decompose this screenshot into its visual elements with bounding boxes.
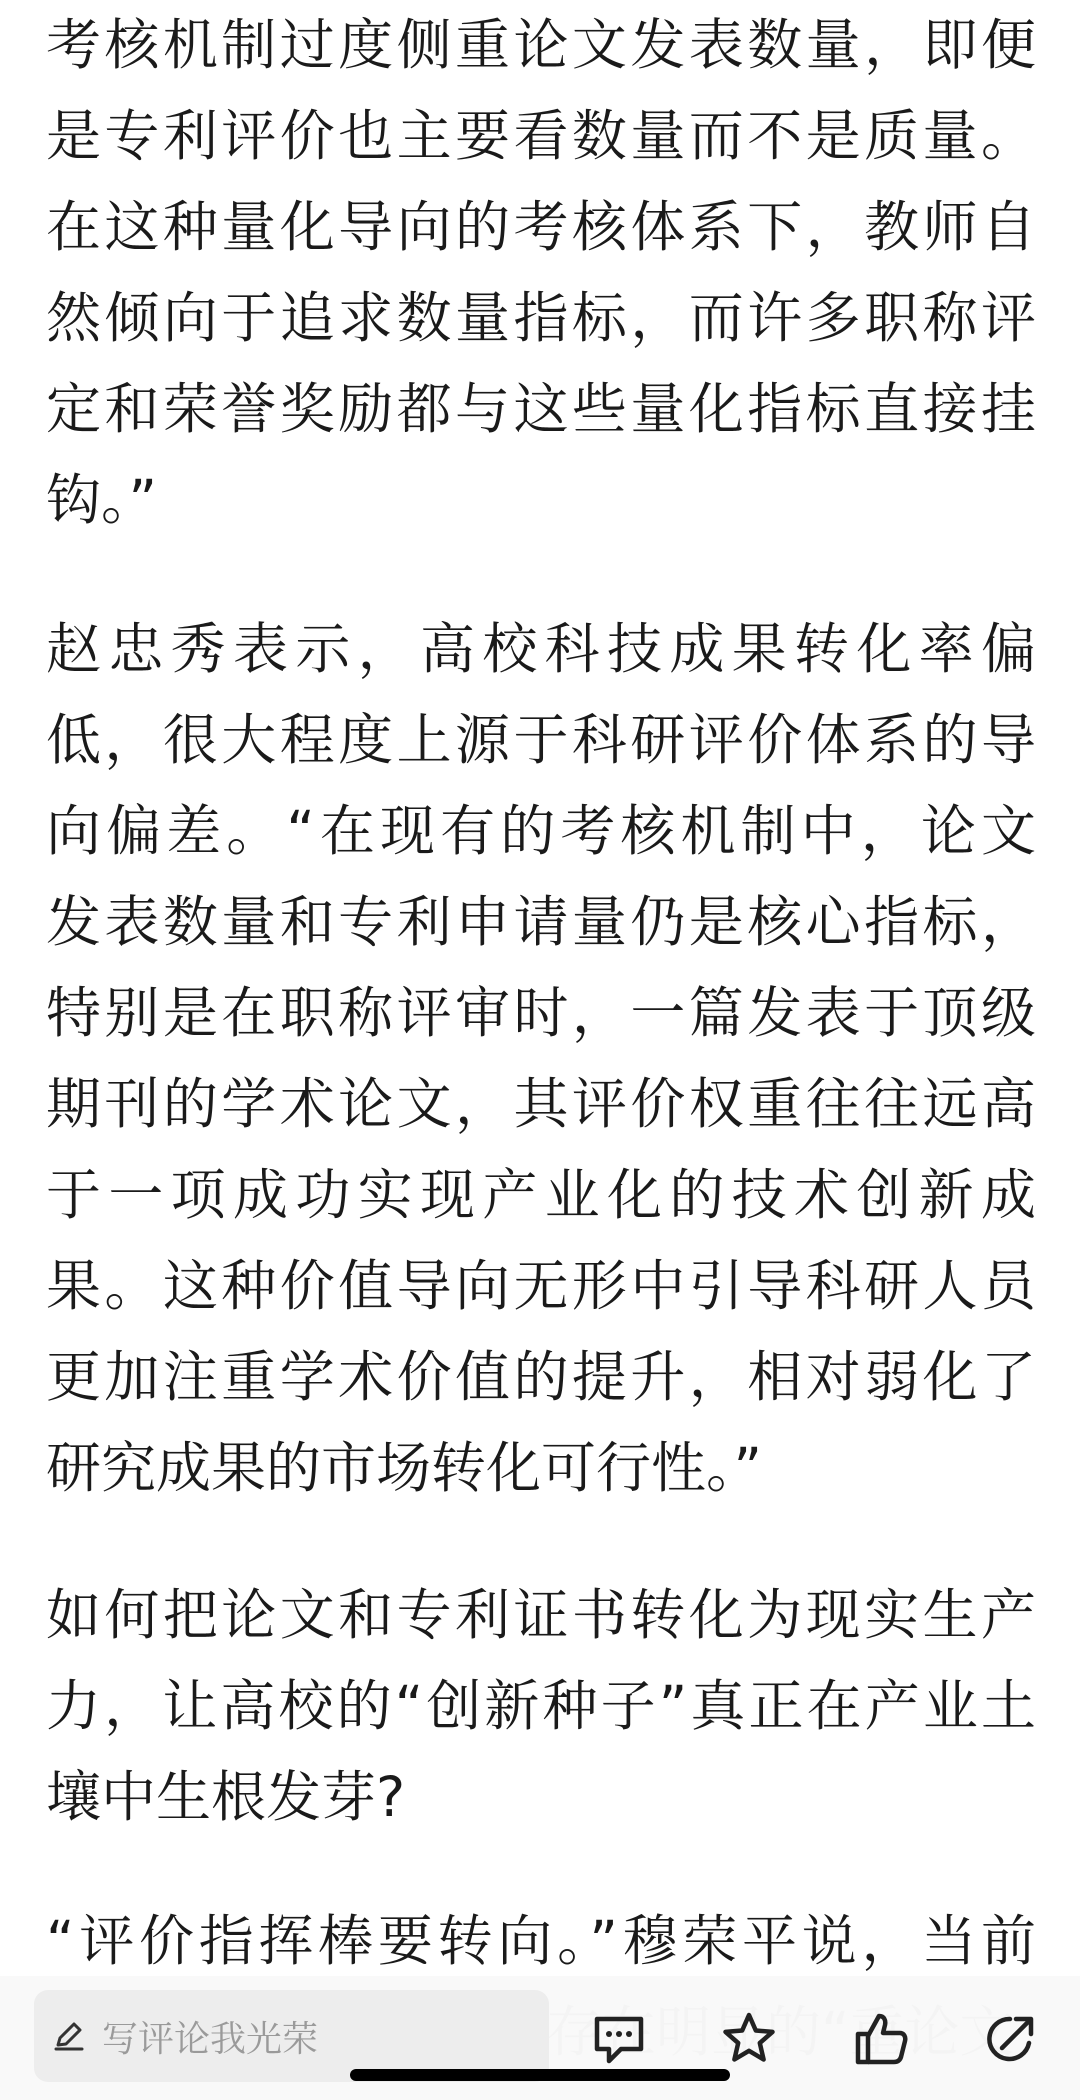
text-line: 低，很大程度上源于科研评价体系的导 [46,708,1036,772]
text-line: 在这种量化导向的考核体系下，教师自 [46,195,1036,259]
star-icon [720,2010,778,2068]
text-line: 期刊的学术论文，其评价权重往往远高 [46,1072,1036,1136]
pen-icon [52,2019,86,2053]
text-line: 更加注重学术价值的提升，相对弱化了 [46,1345,1036,1409]
text-line: 于一项成功实现产业化的技术创新成 [46,1163,1036,1227]
paragraph-3 [46,1570,1036,1843]
text-line: 向偏差。“在现有的考核机制中，论文 [46,799,1036,863]
text-line: 特别是在职称评审时，一篇发表于顶级 [46,981,1036,1045]
text-line: 然倾向于追求数量指标，而许多职称评 [46,286,1036,350]
text-line: 果。这种价值导向无形中引导科研人员 [46,1254,1036,1318]
bottom-action-bar [0,1976,1080,2100]
text-line: 钩。” [46,468,157,532]
text-line: 定和荣誉奖励都与这些量化指标直接挂 [46,377,1036,441]
text-line: 研究成果的市场转化可行性。” [46,1436,762,1500]
comment-icon [591,2011,647,2067]
comment-placeholder: 写评论我光荣 [102,2018,319,2060]
text-line: 考核机制过度侧重论文发表数量，即便 [46,13,1036,77]
paragraph-1 [46,0,1036,546]
text-line: 力，让高校的“创新种子”真正在产业土 [46,1674,1036,1738]
text-line: 赵忠秀表示，高校科技成果转化率偏 [46,617,1036,681]
text-line: 如何把论文和专利证书转化为现实生产 [46,1583,1036,1647]
text-line: 发表数量和专利申请量仍是核心指标， [46,890,1036,954]
comment-button[interactable] [588,2008,650,2070]
text-line: 是专利评价也主要看数量而不是质量。 [46,104,1036,168]
thumbs-up-icon [852,2010,910,2068]
share-button[interactable] [980,2008,1042,2070]
home-indicator [350,2069,730,2081]
like-button[interactable] [850,2008,912,2070]
favorite-button[interactable] [718,2008,780,2070]
paragraph-2 [46,604,1036,1514]
share-icon [982,2010,1040,2068]
text-line: “评价指挥棒要转向。”穆荣平说，当前 [46,1909,1036,1973]
text-line: 壤中生根发芽? [46,1765,406,1829]
